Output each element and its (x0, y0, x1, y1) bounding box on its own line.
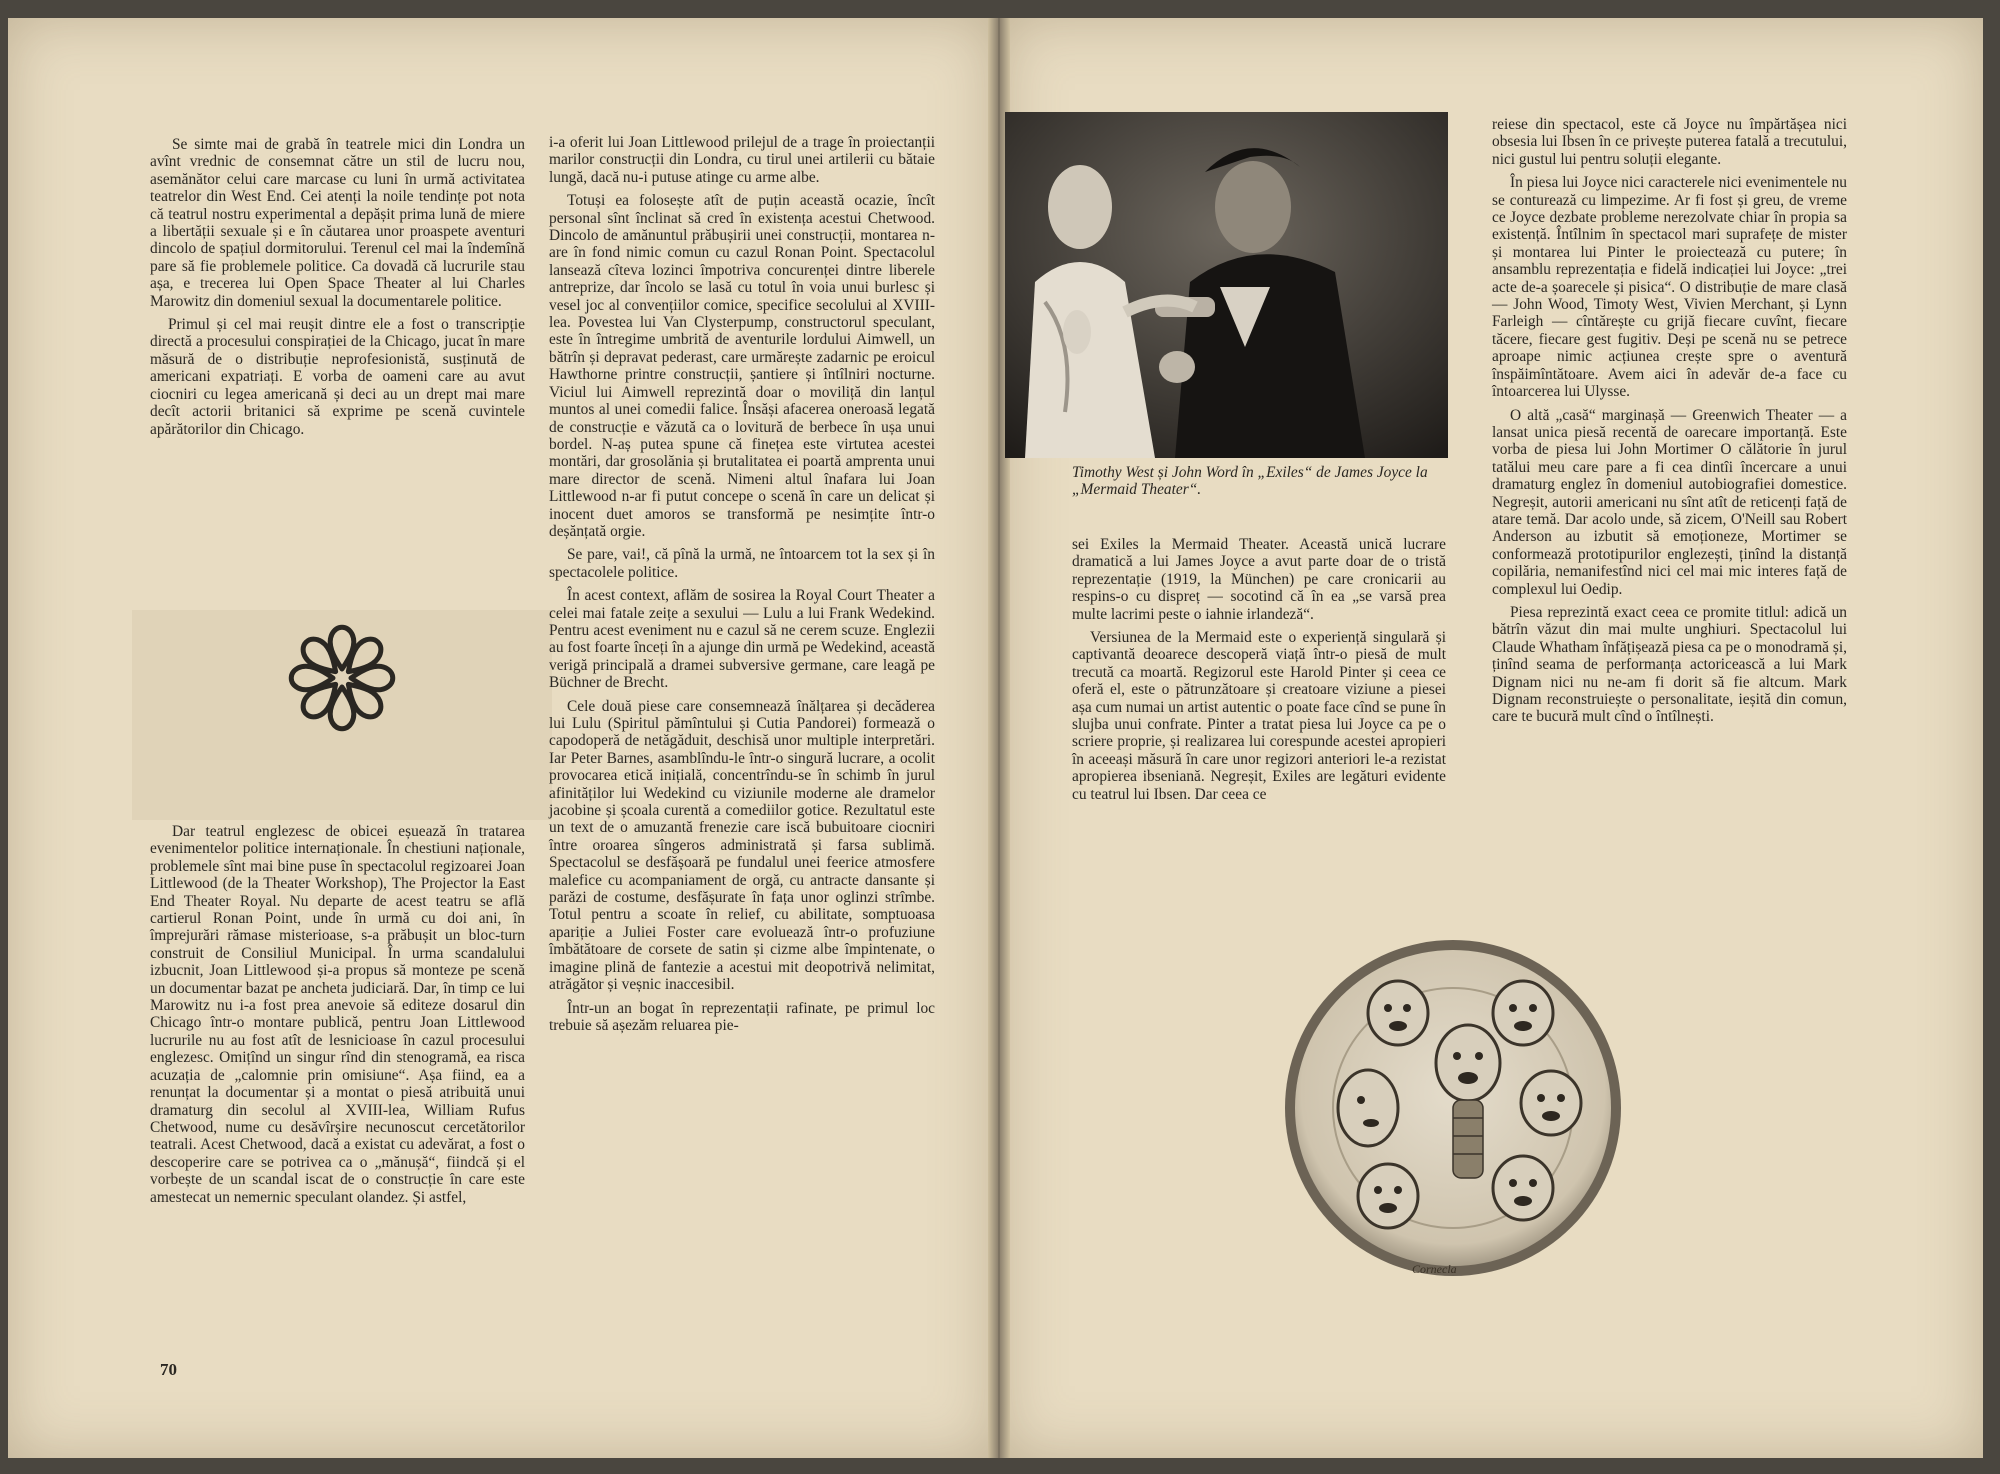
masks-plate-illustration (1283, 938, 1623, 1278)
theater-photo (1005, 112, 1448, 458)
right-column-2 (1492, 116, 1847, 732)
paragraph: În piesa lui Joyce nici caracterele nici evenimentele nu se conturează cu limpezime. Ar fi fost și greu, de vreme ce Joyce dezbate probleme nerezolvate chiar în propia sa existență. Întîlnim în spectacol mari suprafețe de mister și montarea lui Pinter le proiectează cu putere; în ansamblu reprezentația e fidelă indicației lui Joyce: „trei acte de-a șoarecele și pisica“. O distribuție de mare clasă — John Wood, Timoty West, Vivien Merchant, și Lynn Farleigh — cîntărește cu grijă fiecare cuvînt, fiecare tăcere, fiecare gest fugitiv. Deși pe scenă nu se petrece aproape nimic acțiunea crește spre o aventură înspăimîntătoare. Avem aici în adevăr de-a face cu întoarcerea lui Ulysse. (1492, 174, 1847, 401)
left-column-top (150, 136, 525, 444)
paragraph: sei Exiles la Mermaid Theater. Această unică lucrare dramatică a lui James Joyce a avut parte doar de o tristă reprezentație (1919, la München) pe care cronicarii au respins-o cu dispreț — socotind că în ea „se varsă prea multe lacrimi peste o iahnie irlandeză“. (1072, 536, 1446, 623)
left-column-2 (549, 134, 935, 1040)
left-column-bottom (150, 823, 525, 1212)
flower-ornament-icon (282, 618, 402, 738)
paragraph: Versiunea de la Mermaid este o experiență singulară și captivantă deoarece descoperă viață într-o piesă de mult trecută ca moartă. Regizorul este Harold Pinter și ceea ce oferă el, este o pătrunzătoare și creatoare viziune a piesei așa cum numai un artist autentic o poate face cînd se pune în slujba unui confrate. Pinter a tratat piesa lui Joyce ca pe o scriere proprie, și realizarea lui corespunde acestei apropieri în aceeași măsură în care unor regizori anteriori le-a rezistat apropierea ibseniană. Negreșit, Exiles are legături evidente cu teatrul lui Ibsen. Dar ceea ce (1072, 629, 1446, 803)
paragraph: O altă „casă“ marginașă — Greenwich Theater — a lansat unica piesă recentă de oarecare importanță. Este vorba de piesa lui John Mortimer O călătorie în jurul tatălui meu care pare a fi cea dintîi încercare a unui dramaturg englez în domeniul autobiografiei domestice. Negreșit, autorii americani nu sînt atît de reticenți față de atare temă. Dar acolo unde, să zicem, O'Neill sau Robert Anderson au izbutit să emoționeze, Mortimer se conformează prototipurilor englezești, ținînd la distanță copilăria, nemanifestînd nici cel mai mic interes față de complexul lui Oedip. (1492, 406, 1847, 598)
paragraph: i-a oferit lui Joan Littlewood prilejul de a trage în proiectanții marilor construcții din Londra, cu tirul unei artilerii cu bătaie lungă, dacă nu-i putuse atinge cu arme albe. (549, 134, 935, 186)
paragraph: Piesa reprezintă exact ceea ce promite titlul: adică un bătrîn văzut din mai multe unghiuri. Spectacolul lui Claude Whatham înfățișează piesa ca pe o monodramă și, ținînd seama de performanța actoricească a lui Mark Dignam nici nu ne-am fi dorit să fie altcum. Mark Dignam reconstruiește o personalitate, ieșită din comun, care te bucură mult cînd o întîlnești. (1492, 603, 1847, 726)
paragraph: În acest context, aflăm de sosirea la Royal Court Theater a celei mai fatale zeițe a sexului — Lulu a lui Frank Wedekind. Pentru acest eveniment nu e cazul să ne cerem scuze. Englezii au fost foarte înceți în a ajunge din urmă pe Wedekind, această verigă principală a dramei subversive germane, care leagă pe Büchner de Brecht. (549, 587, 935, 692)
photo-image (1005, 112, 1448, 458)
paragraph: Se pare, vai!, că pînă la urmă, ne întoarcem tot la sex și în spectacolele politice. (549, 546, 935, 581)
paragraph: Totuși ea folosește atît de puțin această ocazie, încît personal sînt înclinat să cred în existența acestui Chetwood. Dincolo de amănuntul prăbușirii unei construcții, montarea n-are în fond nimic comun cu cazul Ronan Point. Spectacolul lansează cîteva lozinci împotriva concurenței dintre liberele antreprize, dar încolo se lasă cu totul în voia unui burlesc și vesel joc al convențiilor comice, specifice secolului al XVIII-lea. Povestea lui Van Clysterpump, constructorul speculant, este în întregime umbrită de aventurile lordului Aimwell, un bătrîn și depravat pederast, care urmărește zadarnic pe eroicul Hawthorne printre construcții, șantiere și întîlniri nocturne. Viciul lui Aimwell reprezintă doar o moviliță din lanțul muntos al unei comedii falice. Însăși afacerea oneroasă legată de construcție e văzută ca o lovitură de berbece în ușa unui bordel. N-aș putea spune că finețea este virtutea acestei montări, dar grosolănia și brutalitatea ei poartă amprenta unui mare director de scenă. Nimeni altul înafara lui Joan Littlewood n-ar fi putut concepe o scenă în care un delicat și inocent duet amoros se transformă pe nesimțite într-o deșănțată orgie. (549, 192, 935, 540)
plate-caption: Cornecla (1412, 1262, 1457, 1276)
paragraph: Se simte mai de grabă în teatrele mici din Londra un avînt vrednic de consemnat către un stil de lucru nou, asemănător celui care marcase cu luni în urmă activitatea teatrelor din West End. Cei atenți la noile tendințe pot nota că teatrul nostru experimental a depășit prima lună de miere a libertății sexuale și e în căutarea unor proaspete aventuri dincolo de spațiul dormitorului. Terenul cel mai la îndemînă pare să fie problemele politice. Ca dovadă că lucrurile stau așa, e trecerea lui Open Space Theater al lui Charles Marowitz din domeniul sexual la documentarele politice. (150, 136, 525, 310)
paragraph: Dar teatrul englezesc de obicei eșuează în tratarea evenimentelor politice internaționale. În chestiuni naționale, problemele sînt mai bine puse în spectacolul regizoarei Joan Littlewood (de la Theater Workshop), The Projector la East End Theater Royal. Nu departe de acest teatru se află cartierul Ronan Point, unde în urmă cu doi ani, în împrejurări rămase misterioase, s-a prăbușit un bloc-turn construit de Consiliul Municipal. În urma scandalului izbucnit, Joan Littlewood și-a propus să monteze pe scenă un documentar bazat pe ancheta judiciară. Dar, în timp ce lui Marowitz nu i-a fost prea anevoie să editeze dosarul din Chicago într-o montare publică, pentru Joan Littlewood lucrurile nu au fost atît de lesnicioase în cazul procesului englezesc. Omițînd un singur rînd din stenogramă, ea risca acuzația de „calomnie prin omisiune“. Așa fiind, ea a renunțat la documentar și a montat o piesă atribuită unui dramaturg din secolul al XVIII-lea, William Rufus Chetwood, nume cu desăvîrșire necunoscut cercetătorilor teatrali. Acest Chetwood, dacă a existat cu adevărat, a fost o descoperire care se potrivea ca o „mănușă“, fiindcă și el vorbește de un scandal iscat de o construcție în care este amestecat un nemernic speculant olandez. Și astfel, (150, 823, 525, 1206)
paragraph: Primul și cel mai reușit dintre ele a fost o transcripție directă a procesului conspirației de la Chicago, jucat în mare măsură de o distribuție neprofesionistă, susținută de americani expatriați. E vorba de oameni care au avut ciocniri cu legea americană și deci au un drept mai mare decît actorii britanici să exprime pe scenă cuvintele apărătorilor din Chicago. (150, 316, 525, 438)
paragraph: Cele două piese care consemnează înălțarea și decăderea lui Lulu (Spiritul pămîntului și Cutia Pandorei) formează o capodoperă de netăgăduit, deschisă unor multiple interpretări. Iar Peter Barnes, asamblîndu-le într-o singură lucrare, a ocolit provocarea etică inițială, concentrîndu-se în schimb în jurul afinităților lui Wedekind cu viziunile moderne ale dramelor jacobine și școala curentă a comediilor gotice. Rezultatul este un text de o amuzantă frenezie care iscă bubuitoare ciocniri între oroarea sîngeros administrată și farsa sublimă. Spectacolul se desfășoară pe fundalul unei feerice atmosfere malefice cu acompaniament de orgă, cu antracte dansante și parăzi de costume, desfășurate în fața unor oglinzi strîmbe. Totul pentru a scoate în relief, cu abilitate, somptuoasa apariție a Juliei Foster care evoluează într-o profuziune îmbătătoare de corsete de satin și cizme albe împintenate, o imagine plină de fantezie a acestui mit deopotrivă nelimitat, atrăgător și veșnic inaccesibil. (549, 697, 935, 994)
right-column-1 (1072, 536, 1446, 809)
photo-caption: Timothy West și John Word în „Exiles“ de James Joyce la „Mermaid Theater“. (1072, 464, 1428, 498)
page-number: 70 (160, 1360, 177, 1379)
paragraph: reiese din spectacol, este că Joyce nu împărtășea nici obsesia lui Ibsen în ce privește puterea fatală a trecutului, nici gustul lui pentru soluții elegante. (1492, 116, 1847, 168)
paragraph: Într-un an bogat în reprezentații rafinate, pe primul loc trebuie să așezăm reluarea pie- (549, 999, 935, 1034)
